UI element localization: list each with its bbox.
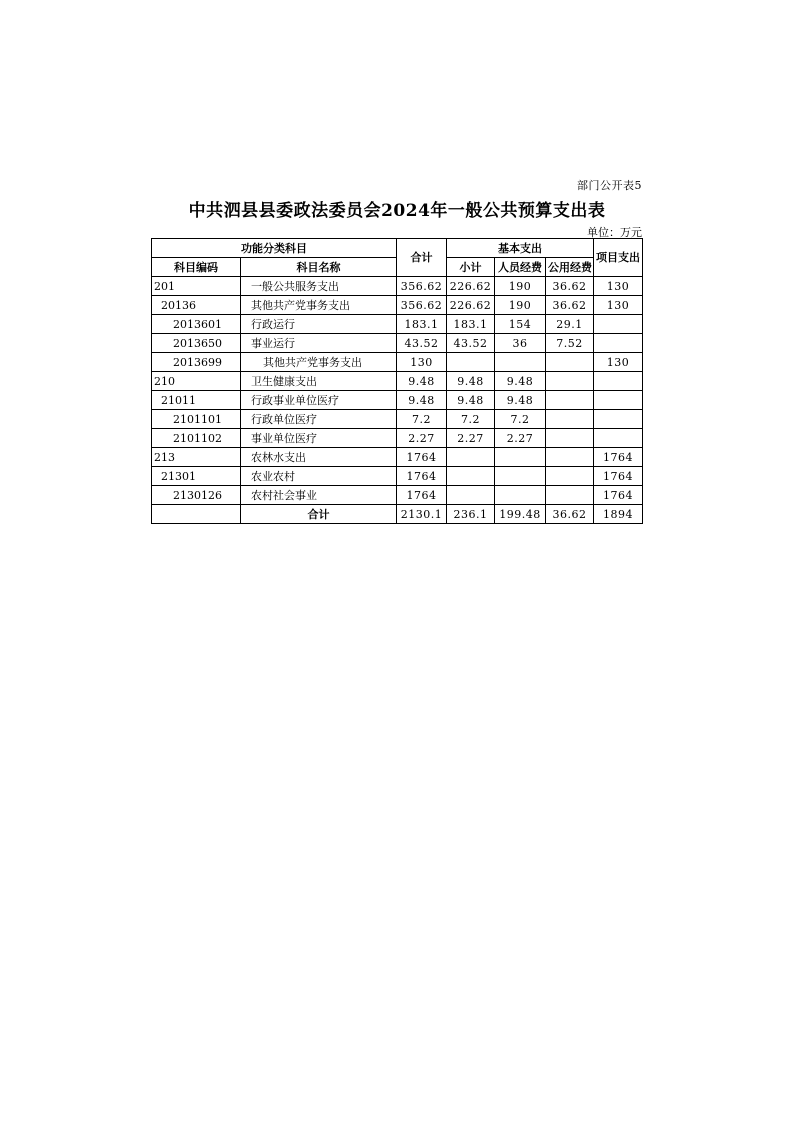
table-row	[152, 391, 643, 410]
subject-code-cell: 21011	[152, 391, 241, 410]
public-cell	[546, 486, 594, 505]
subject-code-cell: 21301	[152, 467, 241, 486]
header-total: 合计	[397, 239, 447, 277]
project-cell: 1764	[594, 467, 643, 486]
subject-code-cell: 2101102	[152, 429, 241, 448]
table-row	[152, 277, 643, 296]
personnel-cell: 36	[495, 334, 546, 353]
subtotal-cell: 7.2	[447, 410, 495, 429]
table-row	[152, 448, 643, 467]
subject-code-cell: 2013601	[152, 315, 241, 334]
total-cell: 130	[397, 353, 447, 372]
table-row	[152, 296, 643, 315]
subject-code-cell: 213	[152, 448, 241, 467]
subtotal-cell: 2.27	[447, 429, 495, 448]
public-cell	[546, 467, 594, 486]
total-cell: 2.27	[397, 429, 447, 448]
budget-table	[151, 238, 643, 524]
subtotal-cell: 183.1	[447, 315, 495, 334]
total-cell: 43.52	[397, 334, 447, 353]
table-row	[152, 334, 643, 353]
personnel-cell: 190	[495, 277, 546, 296]
subtotal-cell: 9.48	[447, 372, 495, 391]
public-cell: 7.52	[546, 334, 594, 353]
subject-code-cell: 2013650	[152, 334, 241, 353]
public-cell: 36.62	[546, 277, 594, 296]
subject-name-cell: 农业农村	[241, 467, 397, 486]
header-personnel: 人员经费	[495, 258, 546, 277]
subtotal-cell: 9.48	[447, 391, 495, 410]
total-cell: 1764	[397, 467, 447, 486]
total-code-cell	[152, 505, 241, 524]
table-row	[152, 486, 643, 505]
project-cell	[594, 372, 643, 391]
subject-name-cell: 农林水支出	[241, 448, 397, 467]
total-personnel: 199.48	[495, 505, 546, 524]
subject-name-cell: 行政运行	[241, 315, 397, 334]
project-cell	[594, 410, 643, 429]
public-cell: 29.1	[546, 315, 594, 334]
total-public: 36.62	[546, 505, 594, 524]
header-basic-expenditure: 基本支出	[447, 239, 594, 258]
subtotal-cell: 226.62	[447, 277, 495, 296]
header-function-classification: 功能分类科目	[152, 239, 397, 258]
table-row	[152, 467, 643, 486]
subject-code-cell: 2101101	[152, 410, 241, 429]
subtotal-cell	[447, 467, 495, 486]
header-subtotal: 小计	[447, 258, 495, 277]
subject-name-cell: 一般公共服务支出	[241, 277, 397, 296]
public-cell	[546, 391, 594, 410]
subject-code-cell: 2130126	[152, 486, 241, 505]
subject-name-cell: 行政单位医疗	[241, 410, 397, 429]
table-row	[152, 372, 643, 391]
project-cell	[594, 315, 643, 334]
table-row	[152, 315, 643, 334]
total-cell: 183.1	[397, 315, 447, 334]
header-project-expenditure: 项目支出	[594, 239, 643, 277]
sheet-label: 部门公开表5	[577, 179, 642, 192]
project-cell	[594, 391, 643, 410]
total-cell: 356.62	[397, 296, 447, 315]
project-cell: 130	[594, 277, 643, 296]
table-row	[152, 353, 643, 372]
subject-code-cell: 2013699	[152, 353, 241, 372]
public-cell	[546, 429, 594, 448]
total-project: 1894	[594, 505, 643, 524]
subject-name-cell: 行政事业单位医疗	[241, 391, 397, 410]
project-cell	[594, 429, 643, 448]
subtotal-cell: 43.52	[447, 334, 495, 353]
subject-code-cell: 20136	[152, 296, 241, 315]
total-total: 2130.1	[397, 505, 447, 524]
header-public: 公用经费	[546, 258, 594, 277]
subject-code-cell: 210	[152, 372, 241, 391]
subject-code-cell: 201	[152, 277, 241, 296]
project-cell: 1764	[594, 448, 643, 467]
subtotal-cell	[447, 353, 495, 372]
header-subject-name: 科目名称	[241, 258, 397, 277]
total-cell: 1764	[397, 448, 447, 467]
personnel-cell	[495, 486, 546, 505]
subject-name-cell: 事业运行	[241, 334, 397, 353]
total-row	[152, 505, 643, 524]
total-cell: 7.2	[397, 410, 447, 429]
public-cell: 36.62	[546, 296, 594, 315]
personnel-cell: 154	[495, 315, 546, 334]
table-row	[152, 429, 643, 448]
personnel-cell: 2.27	[495, 429, 546, 448]
subtotal-cell	[447, 486, 495, 505]
table-body	[152, 277, 643, 524]
personnel-cell: 190	[495, 296, 546, 315]
public-cell	[546, 372, 594, 391]
personnel-cell	[495, 448, 546, 467]
unit-label: 单位：万元	[587, 226, 642, 239]
total-label: 合计	[241, 505, 397, 524]
total-cell: 9.48	[397, 391, 447, 410]
personnel-cell: 9.48	[495, 372, 546, 391]
personnel-cell	[495, 353, 546, 372]
total-cell: 1764	[397, 486, 447, 505]
project-cell	[594, 334, 643, 353]
subtotal-cell: 226.62	[447, 296, 495, 315]
subject-name-cell: 卫生健康支出	[241, 372, 397, 391]
public-cell	[546, 410, 594, 429]
subject-name-cell: 其他共产党事务支出	[241, 353, 397, 372]
personnel-cell: 7.2	[495, 410, 546, 429]
personnel-cell	[495, 467, 546, 486]
project-cell: 1764	[594, 486, 643, 505]
public-cell	[546, 353, 594, 372]
public-cell	[546, 448, 594, 467]
total-cell: 9.48	[397, 372, 447, 391]
personnel-cell: 9.48	[495, 391, 546, 410]
total-subtotal: 236.1	[447, 505, 495, 524]
page-title: 中共泗县县委政法委员会2024年一般公共预算支出表	[188, 201, 606, 221]
subject-name-cell: 其他共产党事务支出	[241, 296, 397, 315]
project-cell: 130	[594, 296, 643, 315]
subject-name-cell: 农村社会事业	[241, 486, 397, 505]
project-cell: 130	[594, 353, 643, 372]
subtotal-cell	[447, 448, 495, 467]
total-cell: 356.62	[397, 277, 447, 296]
header-subject-code: 科目编码	[152, 258, 241, 277]
subject-name-cell: 事业单位医疗	[241, 429, 397, 448]
table-row	[152, 410, 643, 429]
